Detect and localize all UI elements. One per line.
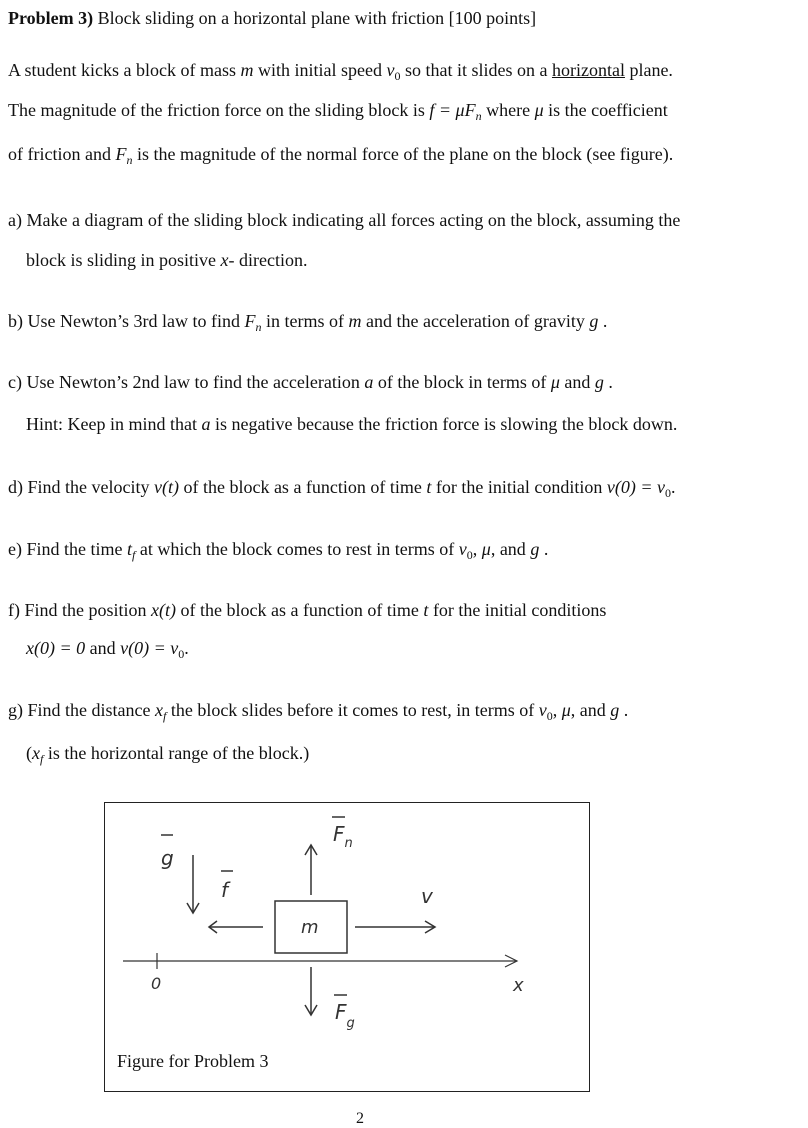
part-c-hint: [26, 414, 677, 435]
part-a-line-2: [26, 250, 308, 271]
var-t: t: [126, 539, 132, 559]
figure-caption: Figure for Problem 3: [117, 1051, 269, 1071]
part-f-line-1: [8, 600, 606, 621]
var-a: a: [201, 414, 211, 434]
underlined-horizontal: horizontal: [551, 60, 625, 80]
var-v: v: [458, 539, 467, 559]
part-a-text: a) Make a diagram of the sliding block indicating all forces acting on the block, assuming the: [8, 210, 681, 230]
expr-v-of-t: v(t): [153, 477, 179, 497]
part-c-text: c) Use Newton’s 2nd law to find the acceleration: [8, 372, 360, 392]
var-F: F: [244, 311, 256, 331]
free-body-diagram: [105, 803, 591, 1093]
problem-heading: Block sliding on a horizontal plane with friction: [97, 8, 445, 28]
part-g-text: the block slides before it comes to rest, in terms of: [170, 700, 535, 720]
var-g: g: [610, 700, 620, 720]
part-f-text: for the initial conditions: [432, 600, 607, 620]
part-f-line-2: x(0) = 0 and $v(0) = v_0$.: [26, 638, 189, 661]
var-x: x: [32, 743, 40, 763]
part-c-text: of the block in terms of: [377, 372, 547, 392]
part-d-text: d) Find the velocity: [8, 477, 150, 497]
part-g-text: (: [26, 743, 32, 763]
var-x: x: [154, 700, 163, 720]
part-a-text: - direction.: [228, 250, 308, 270]
initial-position-condition: x(0) = 0: [26, 638, 86, 658]
hint-text: is negative because the friction force is slowing the block down.: [214, 414, 678, 434]
normal-force-label: [333, 822, 353, 851]
var-mu: μ: [534, 100, 544, 120]
intro-text: is the coefficient: [548, 100, 668, 120]
sub-n: n: [475, 109, 482, 123]
sub-zero: 0: [178, 647, 185, 661]
var-g: g: [594, 372, 604, 392]
intro-text: is the magnitude of the normal force of the plane on the block (see figure).: [136, 144, 674, 164]
part-c-text: and: [564, 372, 591, 392]
part-c: c) Use Newton’s 2nd law to find the acceleration a of the block in terms of μ and g .: [8, 372, 613, 392]
part-g-text: is the horizontal range of the block.): [47, 743, 310, 763]
var-m: m: [348, 311, 362, 331]
part-b-text: and the acceleration of gravity: [365, 311, 585, 331]
sub-zero: 0: [665, 486, 672, 500]
var-x: x: [220, 250, 229, 270]
intro-line-1: [8, 60, 673, 81]
friction-label: f: [221, 878, 229, 902]
var-t: t: [426, 477, 432, 497]
part-a-text: block is sliding in positive: [26, 250, 217, 270]
part-g-text: , and: [570, 700, 606, 720]
intro-text: of friction and: [8, 144, 111, 164]
part-d: d) Find the velocity v(t) of the block as a function of time t for the initial condition $v(0) = v_0$.: [8, 477, 676, 500]
figure-box: [104, 802, 590, 1092]
part-e-text: , and: [490, 539, 526, 559]
part-g-line-1: g) Find the distance $x_f$ the block slides before it comes to rest, in terms of $v_0$, μ, and g .: [8, 700, 629, 723]
normal-force-sub: n: [344, 836, 353, 851]
part-d-text: of the block as a function of time: [183, 477, 422, 497]
part-b-text: in terms of: [265, 311, 344, 331]
intro-text: The magnitude of the friction force on the sliding block is: [8, 100, 425, 120]
velocity-label: v: [421, 884, 433, 908]
var-mu: μ: [481, 539, 491, 559]
sub-n: n: [126, 153, 133, 167]
friction-equation: f = μF: [429, 100, 476, 120]
weight-sub: g: [346, 1016, 355, 1031]
sub-f: f: [132, 548, 136, 562]
part-e-text: e) Find the time: [8, 539, 123, 559]
intro-text: plane.: [629, 60, 673, 80]
sub-zero: 0: [394, 69, 401, 83]
gravity-label: g: [161, 846, 174, 870]
part-b: b) Use Newton’s 3rd law to find $F_n$ in terms of m and the acceleration of gravity g .: [8, 311, 608, 334]
sub-zero: 0: [546, 709, 553, 723]
intro-text: A student kicks a block of mass: [8, 60, 236, 80]
initial-velocity-condition: v(0) = v: [606, 477, 666, 497]
var-v: v: [538, 700, 547, 720]
part-f-text: of the block as a function of time: [180, 600, 419, 620]
intro-text: with initial speed: [257, 60, 382, 80]
var-t: t: [423, 600, 429, 620]
var-mu: μ: [550, 372, 560, 392]
var-v: v: [386, 60, 395, 80]
sub-f: f: [162, 709, 167, 723]
part-b-text: b) Use Newton’s 3rd law to find: [8, 311, 240, 331]
var-g: g: [530, 539, 540, 559]
weight-letter: F: [335, 1000, 347, 1024]
initial-velocity-condition: v(0) = v: [120, 638, 179, 658]
page-number: 2: [356, 1110, 364, 1127]
sub-zero: 0: [466, 548, 473, 562]
part-f-text: f) Find the position: [8, 600, 147, 620]
origin-label: 0: [151, 974, 162, 993]
sub-n: n: [255, 320, 262, 334]
part-d-text: for the initial condition: [435, 477, 603, 497]
part-e: e) Find the time $t_f$ at which the block comes to rest in terms of $v_0$, μ, and g .: [8, 539, 549, 562]
part-e-text: at which the block comes to rest in terms of: [139, 539, 455, 559]
part-g-text: g) Find the distance: [8, 700, 151, 720]
intro-text: so that it slides on a: [404, 60, 548, 80]
part-a-line-1: [8, 210, 680, 231]
expr-x-of-t: x(t): [151, 600, 176, 620]
block-mass-label: m: [301, 917, 319, 938]
problem-label: Problem 3): [8, 8, 94, 28]
part-f-text: and: [89, 638, 116, 658]
problem-title: [8, 8, 536, 29]
weight-label: [335, 1000, 355, 1031]
var-mu: μ: [561, 700, 571, 720]
normal-force-letter: F: [333, 822, 345, 846]
x-axis-label: x: [513, 975, 524, 996]
problem-points: [100 points]: [448, 8, 537, 28]
intro-line-2: [8, 100, 668, 121]
var-m: m: [240, 60, 254, 80]
hint-text: Hint: Keep in mind that: [26, 414, 197, 434]
part-g-line-2: [26, 743, 309, 764]
var-F: F: [115, 144, 127, 164]
var-g: g: [589, 311, 599, 331]
sub-f: f: [40, 752, 44, 766]
intro-line-3: [8, 144, 673, 165]
intro-text: where: [486, 100, 531, 120]
var-a: a: [364, 372, 374, 392]
